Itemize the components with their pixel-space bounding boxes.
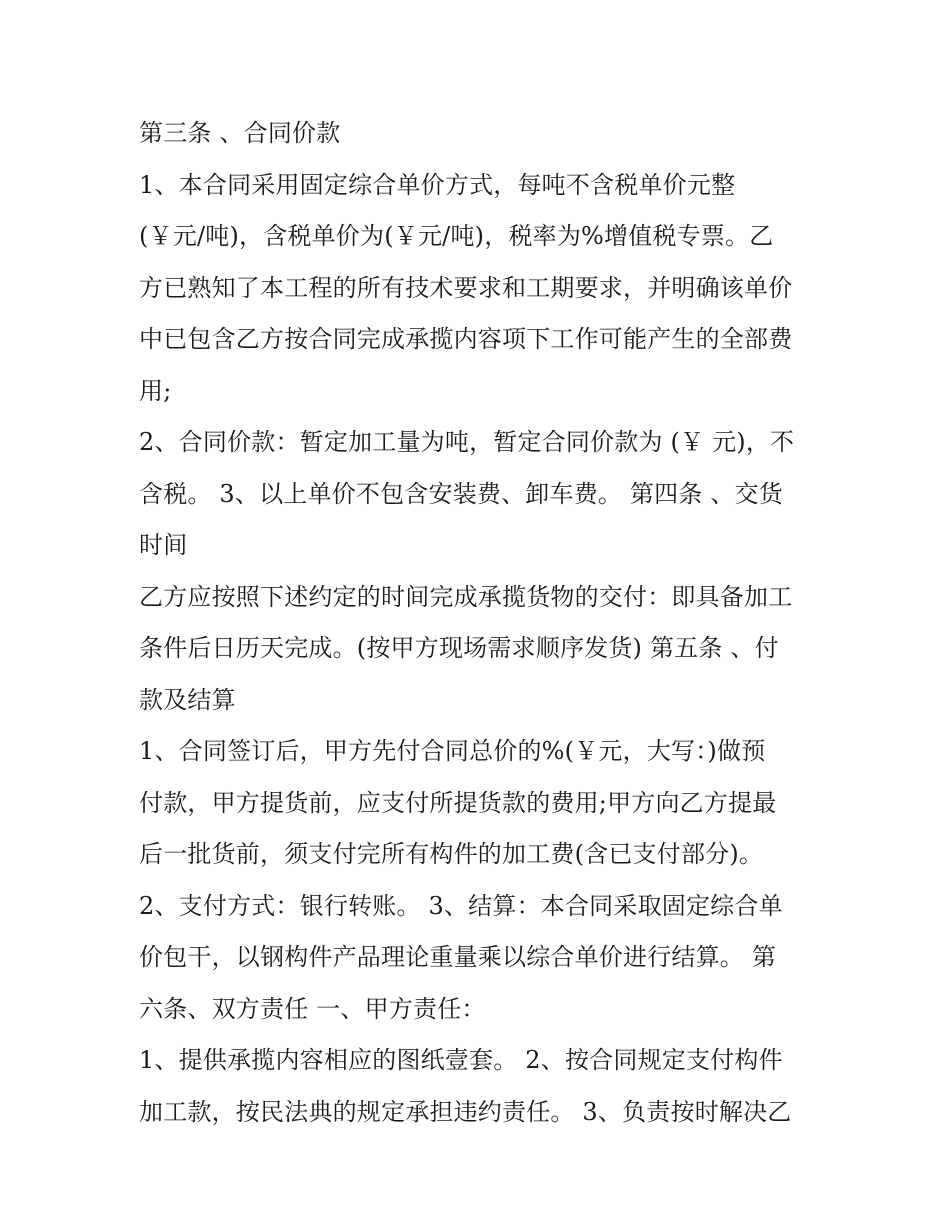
text-line: 六条、双方责任 一、甲方责任： bbox=[139, 994, 486, 1023]
text-line: 1、合同签订后，甲方先付合同总价的%(￥元，大写：)做预 bbox=[139, 737, 766, 765]
text-line: 乙方应按照下述约定的时间完成承揽货物的交付：即具备加工 bbox=[139, 582, 793, 611]
text-line: 时间 bbox=[139, 531, 188, 559]
text-line: 条件后日历天完成。(按甲方现场需求顺序发货) 第五条 、付 bbox=[139, 634, 779, 662]
text-line: 款及结算 bbox=[139, 685, 236, 714]
text-line: 中已包含乙方按合同完成承揽内容项下工作可能产生的全部费 bbox=[139, 325, 793, 353]
text-line: 2、支付方式：银行转账。 3、结算：本合同采取固定综合单 bbox=[139, 891, 783, 920]
text-line: (￥元/吨)，含税单价为(￥元/吨)，税率为%增值税专票。乙 bbox=[139, 222, 774, 250]
text-line: 1、提供承揽内容相应的图纸壹套。 2、按合同规定支付构件 bbox=[139, 1046, 783, 1074]
contract-body bbox=[139, 108, 819, 1138]
text-line: 方已熟知了本工程的所有技术要求和工期要求，并明确该单价 bbox=[139, 273, 793, 302]
text-line: 1、本合同采用固定综合单价方式，每吨不含税单价元整 bbox=[139, 170, 736, 199]
text-line: 付款，甲方提货前，应支付所提货款的费用;甲方向乙方提最 bbox=[139, 788, 777, 817]
text-line: 含税。 3、以上单价不包含安装费、卸车费。 第四条 、交货 bbox=[139, 479, 783, 508]
text-line: 后一批货前，须支付完所有构件的加工费(含已支付部分)。 bbox=[139, 840, 764, 868]
text-line: 加工款，按民法典的规定承担违约责任。 3、负责按时解决乙 bbox=[139, 1097, 792, 1126]
section-heading-price: 第三条 、合同价款 bbox=[139, 119, 341, 147]
text-line: 用; bbox=[139, 376, 172, 405]
text-line: 价包干，以钢构件产品理论重量乘以综合单价进行结算。 第 bbox=[139, 943, 777, 971]
text-line: 2、合同价款：暂定加工量为吨，暂定合同价款为 (￥ 元)，不 bbox=[139, 428, 795, 456]
